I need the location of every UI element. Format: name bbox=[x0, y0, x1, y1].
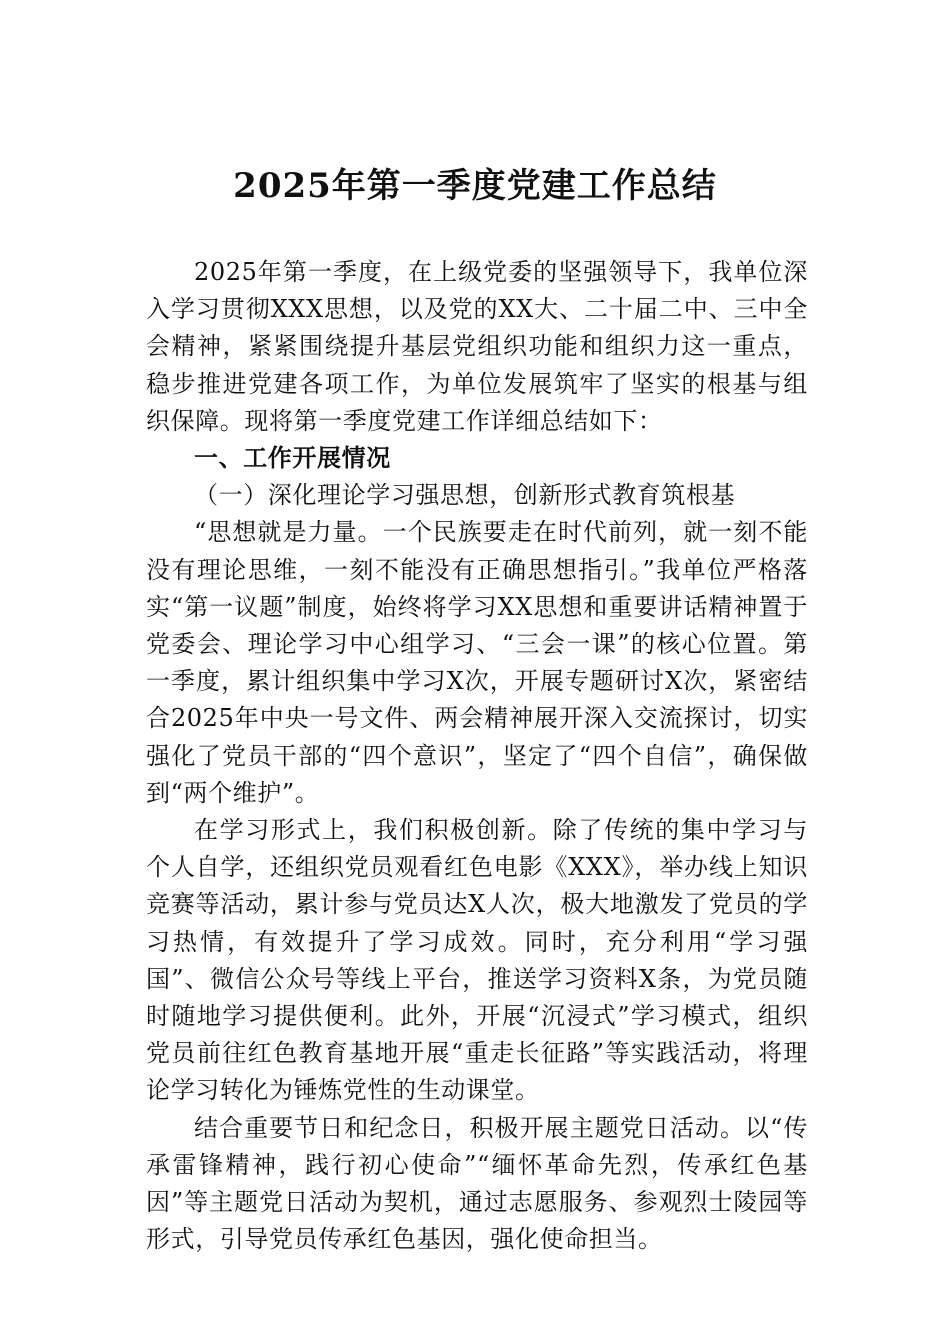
section-heading-1: 一、工作开展情况 bbox=[194, 444, 391, 473]
intro-paragraph: 2025年第一季度，在上级党委的坚强领导下，我单位深入学习贯彻XXX思想，以及党的XX大、二十届二中、三中全会精神，紧紧围绕提升基层党组织功能和组织力这一重点，稳步推进党建各项工作，为单位发展筑牢了坚实的根基与组织保障。现将第一季度党建工作详细总结如下： bbox=[146, 258, 808, 435]
subsection-heading-1: （一）深化理论学习强思想，创新形式教育筑根基 bbox=[194, 481, 736, 510]
body-paragraph-3: 结合重要节日和纪念日，积极开展主题党日活动。以“传承雷锋精神，践行初心使命”“缅怀革命先烈，传承红色基因”等主题党日活动为契机，通过志愿服务、参观烈士陵园等形式，引导党员传承红色基因，强化使命担当。 bbox=[146, 1113, 808, 1254]
document-title: 2025年第一季度党建工作总结 bbox=[233, 166, 717, 206]
document-body bbox=[146, 254, 808, 1258]
body-paragraph-2: 在学习形式上，我们积极创新。除了传统的集中学习与个人自学，还组织党员观看红色电影《XXX》，举办线上知识竞赛等活动，累计参与党员达X人次，极大地激发了党员的学习热情，有效提升了学习成效。同时，充分利用“学习强国”、微信公众号等线上平台，推送学习资料X条，为党员随时随地学习提供便利。此外，开展“沉浸式”学习模式，组织党员前往红色教育基地开展“重走长征路”等实践活动，将理论学习转化为锤炼党性的生动课堂。 bbox=[146, 816, 808, 1105]
body-paragraph-1: “思想就是力量。一个民族要走在时代前列，就一刻不能没有理论思维，一刻不能没有正确思想指引。”我单位严格落实“第一议题”制度，始终将学习XX思想和重要讲话精神置于党委会、理论学习中心组学习、“三会一课”的核心位置。第一季度，累计组织集中学习X次，开展专题研讨X次，紧密结合2025年中央一号文件、两会精神展开深入交流探讨，切实强化了党员干部的“四个意识”，坚定了“四个自信”，确保做到“两个维护”。 bbox=[146, 518, 808, 807]
